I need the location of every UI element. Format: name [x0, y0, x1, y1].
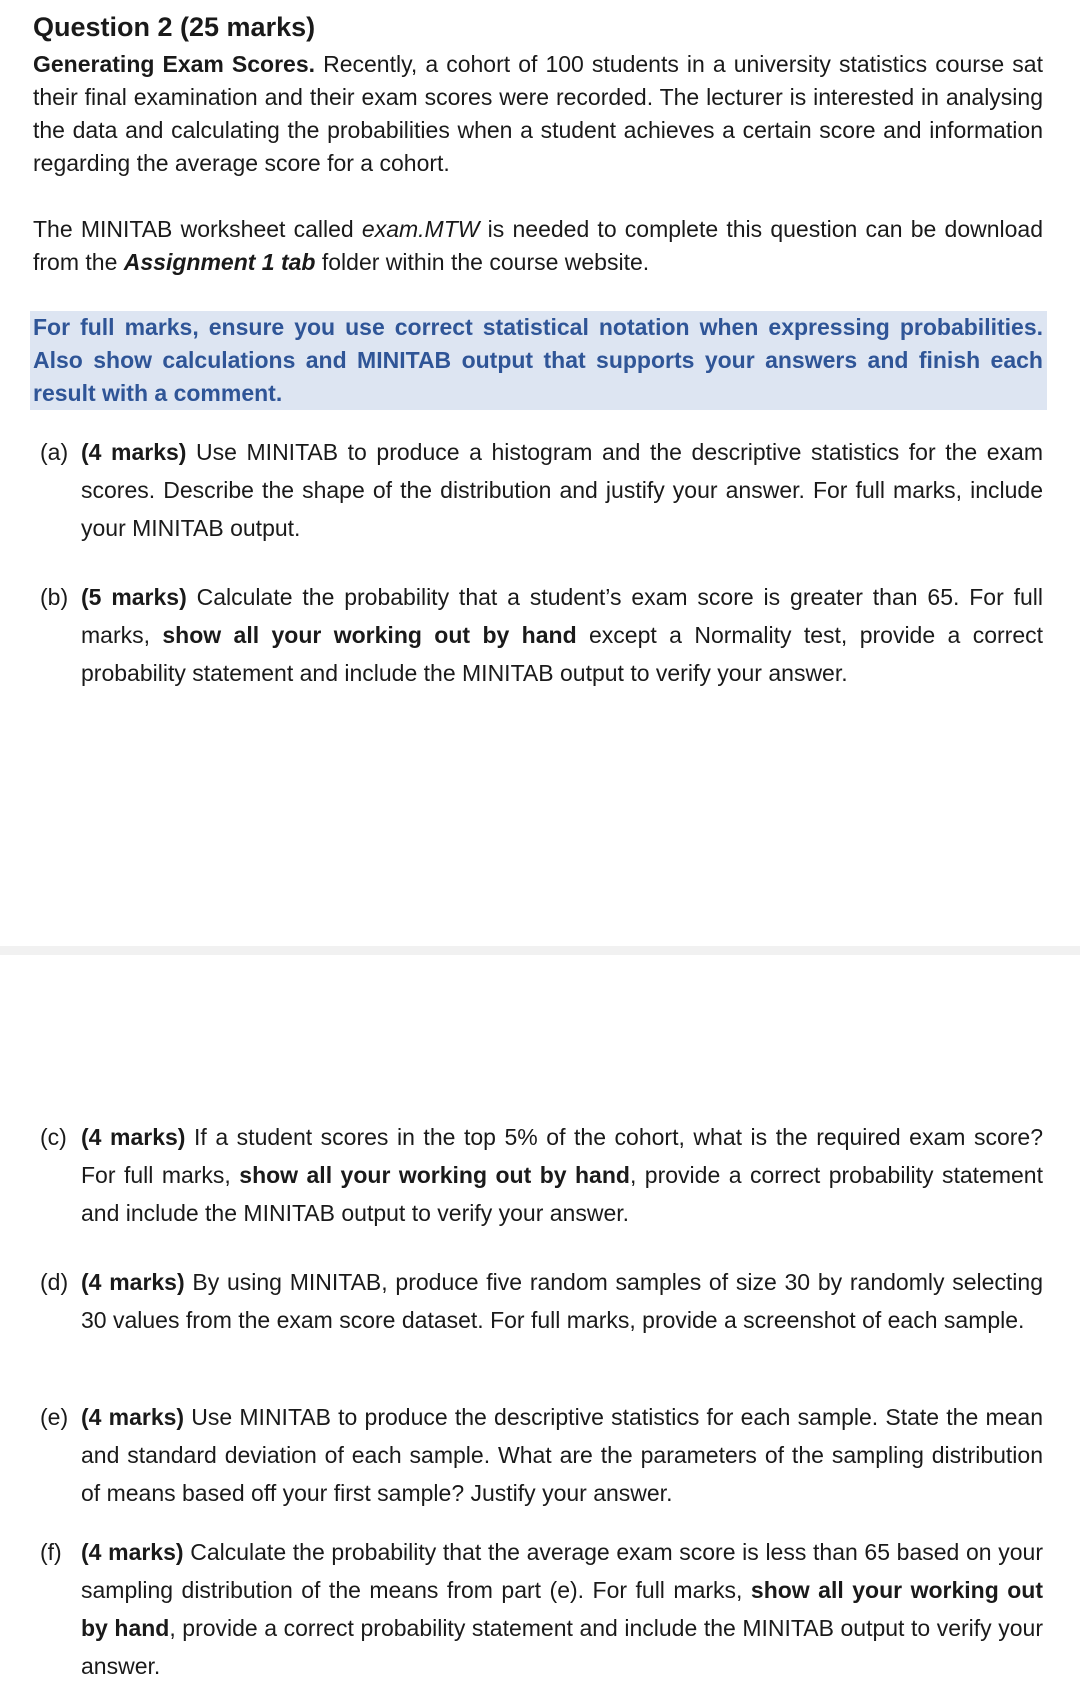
part-c-emphasis: show all your working out by hand	[239, 1162, 630, 1188]
part-f-emphasis: show all your working out by hand	[81, 1577, 1043, 1641]
part-d-marks: (4 marks)	[81, 1269, 185, 1295]
part-b-emphasis: show all your working out by hand	[162, 622, 577, 648]
intro-heading: Generating Exam Scores.	[33, 51, 316, 77]
page-break	[0, 946, 1080, 955]
part-b-label: (b)	[40, 584, 69, 610]
part-b	[40, 578, 1043, 692]
worksheet-folder: Assignment 1 tab	[123, 249, 316, 275]
intro-text: Recently, a cohort of 100 students in a university statistics course sat their final examination and their exam scores were recorded. The lecturer is interested in analysing the data and calculating the probabilities when a student achieves a certain score and information regarding the average score for a cohort.	[33, 51, 1043, 176]
part-e-body: Use MINITAB to produce the descriptive statistics for each sample. State the mean and standard deviation of each sample. What are the parameters of the sampling distribution of means based off your first sample? Justify your answer.	[81, 1404, 1043, 1506]
part-e-label: (e)	[40, 1404, 69, 1430]
part-b-marks: (5 marks)	[81, 584, 187, 610]
part-f-text	[81, 1533, 1043, 1685]
worksheet-text-2: is needed to complete this question can be download from the	[33, 216, 1044, 275]
worksheet-paragraph	[33, 213, 1043, 279]
part-c-body-2: , provide a correct probability statement and include the MINITAB output to verify your answer.	[81, 1162, 1043, 1226]
part-d-label: (d)	[40, 1269, 69, 1295]
worksheet-text-3: folder within the course website.	[315, 249, 650, 275]
part-c-body-1: If a student scores in the top 5% of the cohort, what is the required exam score? For full marks,	[81, 1124, 1044, 1188]
part-b-text	[81, 578, 1043, 692]
part-a-label: (a)	[40, 439, 69, 465]
part-a	[40, 433, 1043, 547]
part-a-body: Use MINITAB to produce a histogram and the descriptive statistics for the exam scores. Describe the shape of the distribution and justify your answer. For full marks, include your MINITAB output.	[81, 439, 1043, 541]
part-d-body: By using MINITAB, produce five random samples of size 30 by randomly selecting 30 values from the exam score dataset. For full marks, provide a screenshot of each sample.	[81, 1269, 1043, 1333]
part-d	[40, 1263, 1043, 1339]
question-title: Question 2 (25 marks)	[33, 12, 316, 42]
intro-paragraph	[33, 48, 1043, 180]
part-b-body-2: except a Normality test, provide a correct probability statement and include the MINITAB output to verify your answer.	[81, 622, 1043, 686]
part-c	[40, 1118, 1043, 1232]
part-b-body-1: Calculate the probability that a student’s exam score is greater than 65. For full marks,	[81, 584, 1044, 648]
part-f-marks: (4 marks)	[81, 1539, 184, 1565]
part-f-label: (f)	[40, 1539, 62, 1565]
part-c-text	[81, 1118, 1043, 1232]
part-f	[40, 1533, 1043, 1685]
part-a-text	[81, 433, 1043, 547]
part-a-marks: (4 marks)	[81, 439, 187, 465]
part-c-marks: (4 marks)	[81, 1124, 186, 1150]
part-c-label: (c)	[40, 1124, 67, 1150]
part-e-text	[81, 1398, 1043, 1512]
part-e	[40, 1398, 1043, 1512]
part-d-text	[81, 1263, 1043, 1339]
worksheet-filename: exam.MTW	[361, 216, 480, 242]
part-f-body-1: Calculate the probability that the average exam score is less than 65 based on your sampling distribution of the means from part (e). For full marks,	[81, 1539, 1043, 1603]
full-marks-note: For full marks, ensure you use correct statistical notation when expressing probabilities. Also show calculations and MINITAB output that supports your answers and finish each result with a comment.	[30, 311, 1047, 410]
part-e-marks: (4 marks)	[81, 1404, 185, 1430]
worksheet-text-1: The MINITAB worksheet called	[33, 216, 362, 242]
part-f-body-2: , provide a correct probability statement and include the MINITAB output to verify your answer.	[81, 1615, 1043, 1679]
